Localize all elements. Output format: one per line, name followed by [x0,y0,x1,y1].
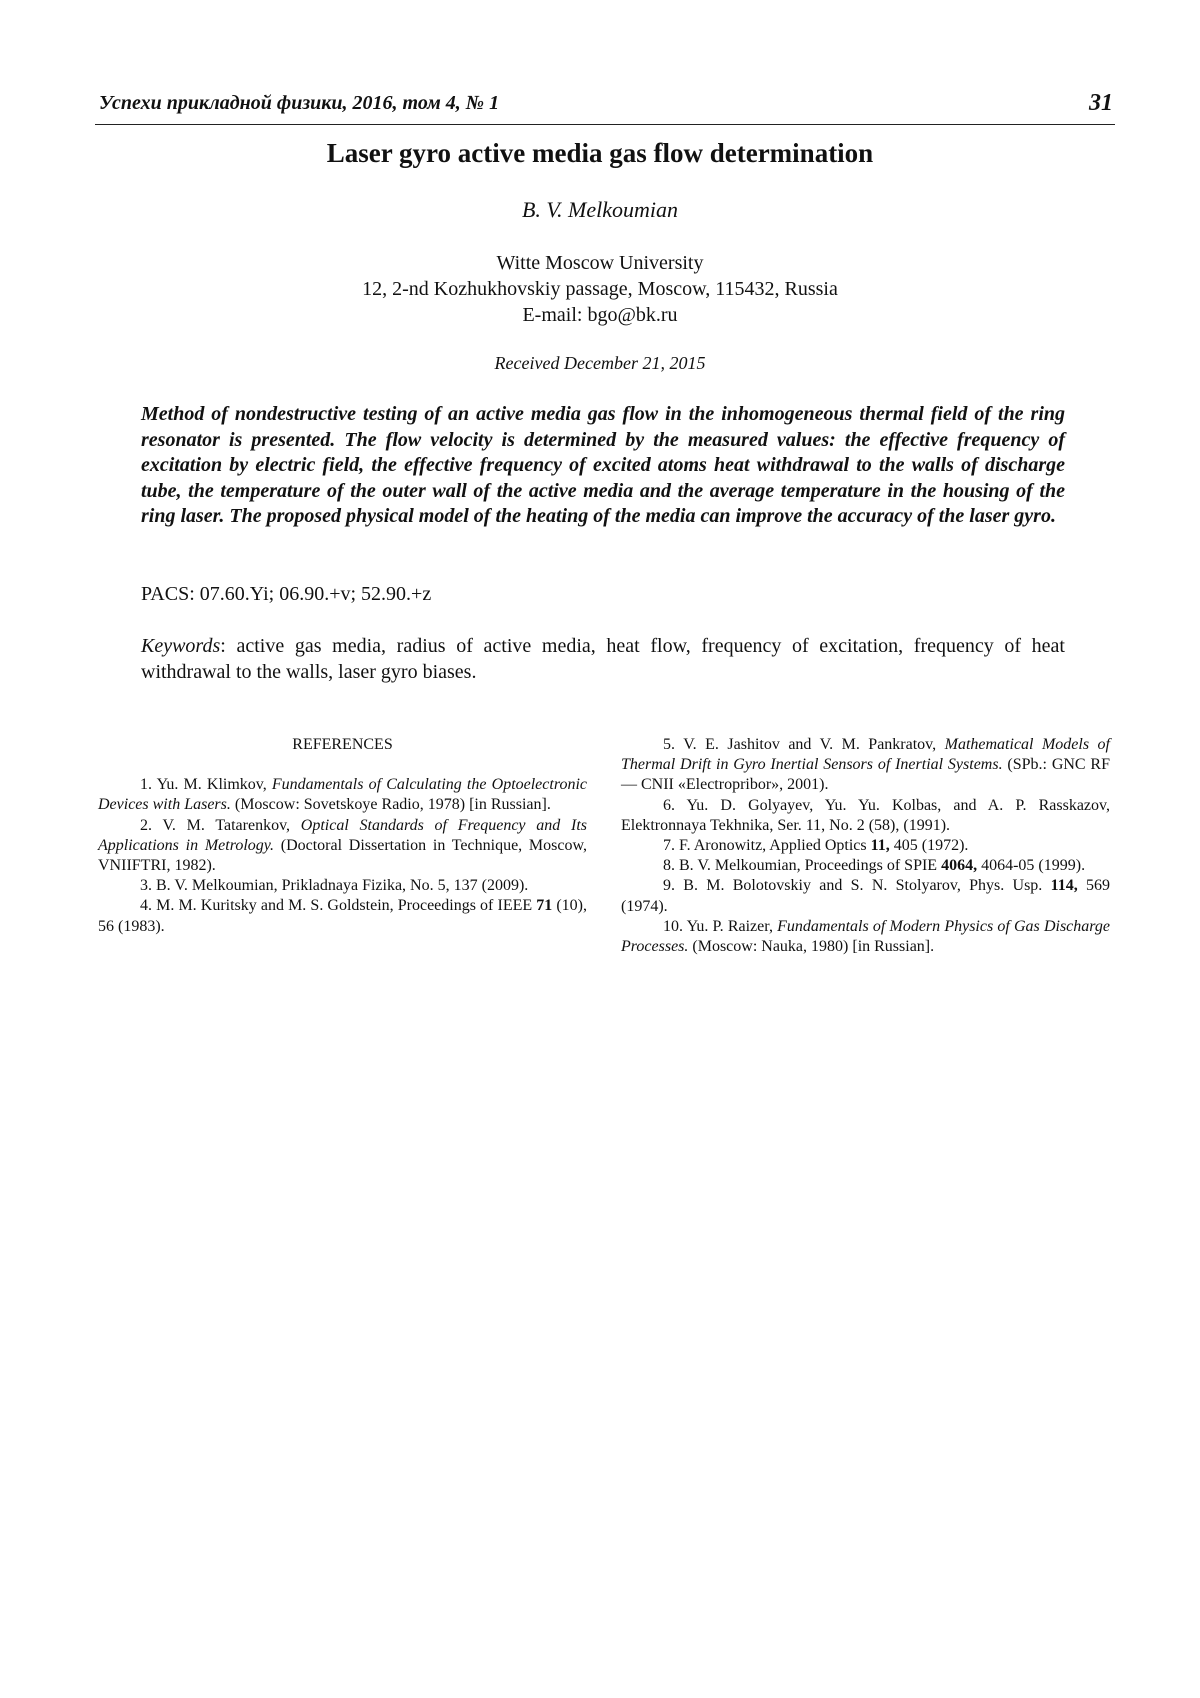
keywords-label: Keywords [141,635,221,657]
keywords-text: : active gas media, radius of active media, heat flow, frequency of excitation, frequency of heat withdrawal to the walls, laser gyro biases. [141,635,1065,683]
reference-item: 10. Yu. P. Raizer, Fundamentals of Modern Physics of Gas Discharge Processes. (Moscow: Nauka, 1980) [in Russian]. [621,917,1111,956]
reference-item: 9. B. M. Bolotovskiy and S. N. Stolyarov, Phys. Usp. 114, 569 (1974). [621,877,1110,915]
references-column-left [98,735,587,937]
references-heading: REFERENCES [292,736,393,753]
reference-item: 3. B. V. Melkoumian, Prikladnaya Fizika, No. 5, 137 (2009). [140,877,529,895]
affiliation-email: E-mail: bgo@bk.ru [522,304,678,326]
page-number: 31 [1089,90,1113,116]
references-column-right [621,735,1110,957]
abstract: Method of nondestructive testing of an active media gas flow in the inhomogeneous thermal field of the ring resonator is presented. The flow velocity is determined by the measured values: the effective frequency of excitation by electric field, the effective frequency of excited atoms heat withdrawal to the walls of discharge tube, the temperature of the outer wall of the active media and the average temperature in the housing of the ring laser. The proposed physical model of the heating of the media can improve the accuracy of the laser gyro. [141,403,1065,527]
reference-item: 6. Yu. D. Golyayev, Yu. Yu. Kolbas, and A. P. Rasskazov, Elektronnaya Tekhnika, Ser. 11, No. 2 (58), (1991). [621,796,1110,834]
reference-item: 4. M. M. Kuritsky and M. S. Goldstein, Proceedings of IEEE 71 (10), 56 (1983). [98,897,588,935]
reference-item: 7. F. Aronowitz, Applied Optics 11, 405 (1972). [663,837,969,855]
affiliation-institution: Witte Moscow University [496,252,704,274]
affiliation-address: 12, 2-nd Kozhukhovskiy passage, Moscow, 115432, Russia [362,278,838,300]
reference-item: 2. V. M. Tatarenkov, Optical Standards of Frequency and Its Applications in Metrology. (Doctoral Dissertation in Technique, Moscow, VNIIFTRI, 1982). [98,816,587,875]
pacs: PACS: 07.60.Yi; 06.90.+v; 52.90.+z [141,583,432,605]
affiliation [0,250,1200,328]
received-date: Received December 21, 2015 [494,353,706,373]
reference-item: 8. B. V. Melkoumian, Proceedings of SPIE 4064, 4064-05 (1999). [663,857,1086,875]
keywords [141,633,1065,685]
running-header [95,88,1115,125]
reference-item: 1. Yu. M. Klimkov, Fundamentals of Calculating the Optoelectronic Devices with Lasers. (Moscow: Sovetskoye Radio, 1978) [in Russian]. [98,776,588,814]
author: B. V. Melkoumian [521,197,678,222]
reference-item: 5. V. E. Jashitov and V. M. Pankratov, Mathematical Models of Thermal Drift in Gyro Inertial Sensors of Inertial Systems. (SPb.: GNC RF — CNII «Electropribor», 2001). [621,736,1111,794]
paper-title: Laser gyro active media gas flow determination [326,138,874,168]
journal-title: Успехи прикладной физики, 2016, том 4, № 1 [99,92,500,114]
